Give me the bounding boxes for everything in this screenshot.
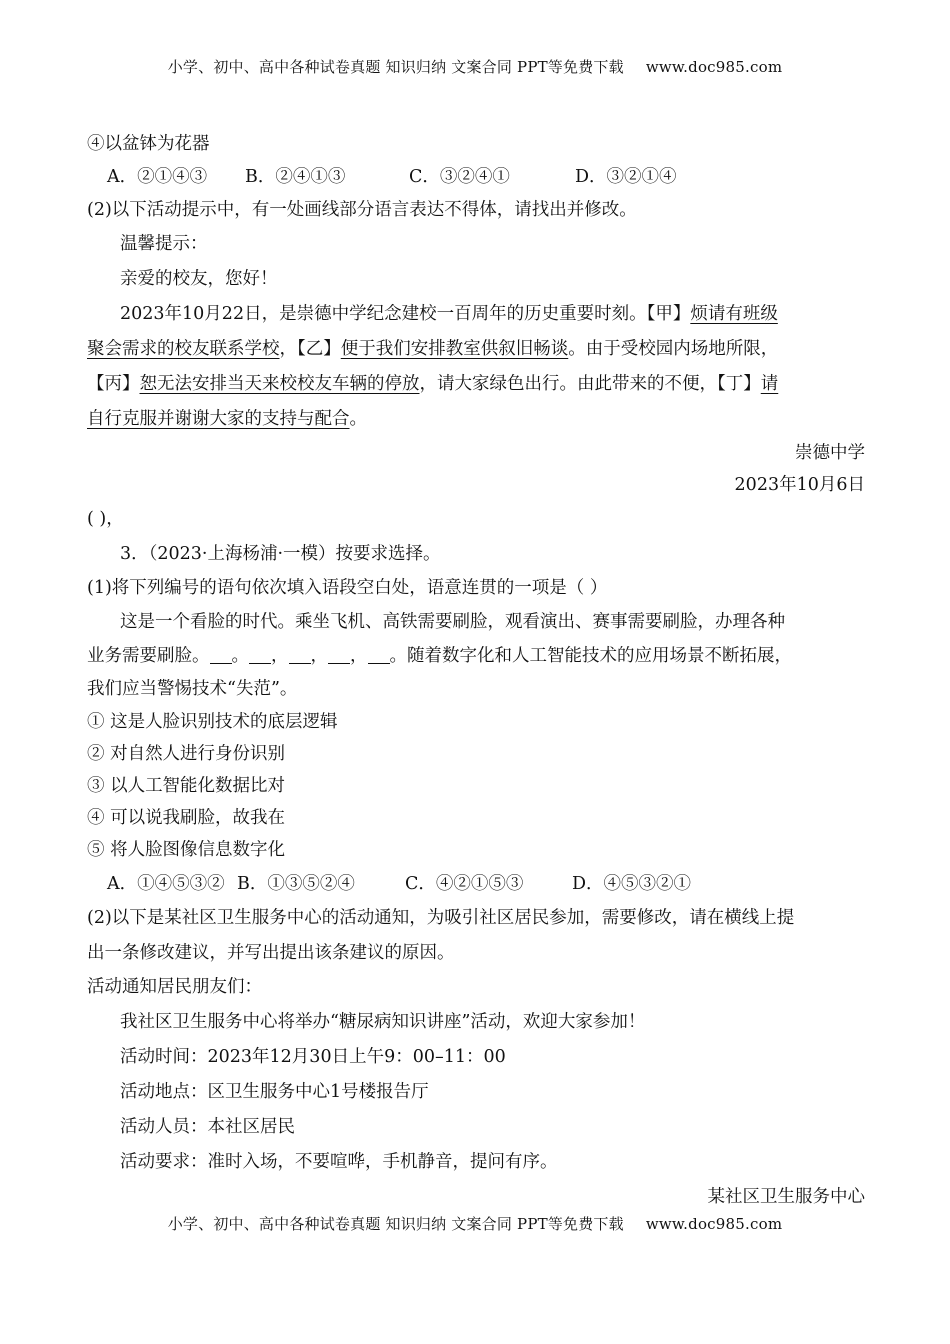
part2-prompt: (2)以下活动提示中，有一处画线部分语言表达不得体，请找出并修改。 <box>87 200 637 220</box>
q3-option-c: C．④②①⑤③ <box>405 874 524 894</box>
notice2-intro: 我社区卫生服务中心将举办“糖尿病知识讲座”活动，欢迎大家参加！ <box>120 1012 646 1032</box>
mark-bing: 【丙】 <box>87 374 140 394</box>
notice-date: 2023年10月6日 <box>734 475 865 495</box>
q3-options <box>87 867 867 901</box>
blank-1 <box>210 643 232 664</box>
para-text: 2023年10月22日，是崇德中学纪念建校一百周年的历史重要时刻。 <box>120 304 647 324</box>
footer-site: www.doc985.com <box>645 1215 783 1233</box>
q3-para-text: 业务需要刷脸。 <box>87 646 210 666</box>
notice-para-line-2 <box>87 332 867 367</box>
notice2-head: 活动通知居民朋友们： <box>87 977 262 997</box>
q3-item-4: ④ 可以说我刷脸，故我在 <box>87 808 286 828</box>
blank-3 <box>289 643 311 664</box>
q3-part2-line-1: (2)以下是某社区卫生服务中心的活动通知，为吸引社区居民参加，需要修改，请在横线上提 <box>87 908 795 928</box>
header-text: 小学、初中、高中各种试卷真题 知识归纳 文案合同 PPT等免费下载 <box>167 58 624 76</box>
footer-text: 小学、初中、高中各种试卷真题 知识归纳 文案合同 PPT等免费下载 <box>167 1215 624 1233</box>
q3-item-2: ② 对自然人进行身份识别 <box>87 744 286 764</box>
para-end: 。 <box>349 409 367 429</box>
answer-bracket: ( )， <box>87 509 124 529</box>
mark-ding: 【丁】 <box>717 374 761 394</box>
underline-ding-1: 请 <box>760 374 779 394</box>
notice-greeting: 亲爱的校友，您好！ <box>120 269 278 289</box>
prev-option-b: B．②④①③ <box>245 167 346 187</box>
notice2-signature: 某社区卫生服务中心 <box>707 1187 865 1207</box>
page-content <box>87 128 867 1214</box>
underline-ding-2: 自行克服并谢谢大家的支持与配合 <box>87 409 350 429</box>
q3-para-line-3: 我们应当警惕技术“失范”。 <box>87 679 298 699</box>
q3-option-d: D．④⑤③②① <box>572 874 692 894</box>
q3-part1-prompt: (1)将下列编号的语句依次填入语段空白处，语意连贯的一项是（ ） <box>87 578 608 598</box>
para-mid: 。由于受校园内场地所限， <box>568 339 779 359</box>
underline-yi: 便于我们安排教室供叙旧畅谈 <box>340 339 569 359</box>
notice2-time: 活动时间：2023年12月30日上午9：00–11：00 <box>120 1047 506 1067</box>
para-after-bing: ，请大家绿色出行。由此带来的不便， <box>419 374 717 394</box>
q3-option-b: B．①③⑤②④ <box>237 874 355 894</box>
notice2-people: 活动人员：本社区居民 <box>120 1117 295 1137</box>
mark-jia: 【甲】 <box>646 304 691 324</box>
item-4: ④以盆钵为花器 <box>87 134 210 154</box>
notice2-place: 活动地点：区卫生服务中心1号楼报告厅 <box>120 1082 429 1102</box>
notice-para-line-3 <box>87 367 867 402</box>
prev-option-a: A．②①④③ <box>107 167 208 187</box>
notice2-require: 活动要求：准时入场，不要喧哗，手机静音，提问有序。 <box>120 1152 558 1172</box>
q3-para-line-1: 这是一个看脸的时代。乘坐飞机、高铁需要刷脸，观看演出、赛事需要刷脸，办理各种 <box>120 612 785 632</box>
blank-2 <box>249 643 271 664</box>
notice-title: 温馨提示： <box>120 234 208 254</box>
notice-signature: 崇德中学 <box>795 443 865 463</box>
blank-5 <box>368 643 390 664</box>
underline-jia-2: 聚会需求的校友联系学校 <box>87 339 280 359</box>
header-site: www.doc985.com <box>645 58 783 76</box>
prev-options <box>87 161 867 194</box>
blank-4 <box>328 643 350 664</box>
underline-jia-1: 烦请有班级 <box>690 304 778 324</box>
notice-para-line-1 <box>87 297 867 332</box>
prev-option-d: D．③②①④ <box>575 167 677 187</box>
q3-part2-line-2: 出一条修改建议，并写出提出该条建议的原因。 <box>87 943 455 963</box>
prev-option-c: C．③②④① <box>409 167 510 187</box>
q3-para-text-2: 。随着数字化和人工智能技术的应用场景不断拓展， <box>389 646 792 666</box>
q3-title: 3．（2023·上海杨浦·一模）按要求选择。 <box>120 544 441 564</box>
q3-option-a: A．①④⑤③② <box>107 874 225 894</box>
q3-item-3: ③ 以人工智能化数据比对 <box>87 776 286 796</box>
underline-bing: 恕无法安排当天来校校友车辆的停放 <box>139 374 420 394</box>
page-footer <box>0 1213 950 1234</box>
q3-para-line-2: 业务需要刷脸。 。 ， ， ， 。随着数字化和人工智能技术的应用场景不断拓展， <box>87 639 867 673</box>
para-sep: ， <box>279 339 297 359</box>
q3-item-1: ① 这是人脸识别技术的底层逻辑 <box>87 712 338 732</box>
notice-para-line-4 <box>87 402 867 437</box>
q3-item-5: ⑤ 将人脸图像信息数字化 <box>87 840 286 860</box>
page-header <box>0 56 950 77</box>
mark-yi: 【乙】 <box>297 339 341 359</box>
